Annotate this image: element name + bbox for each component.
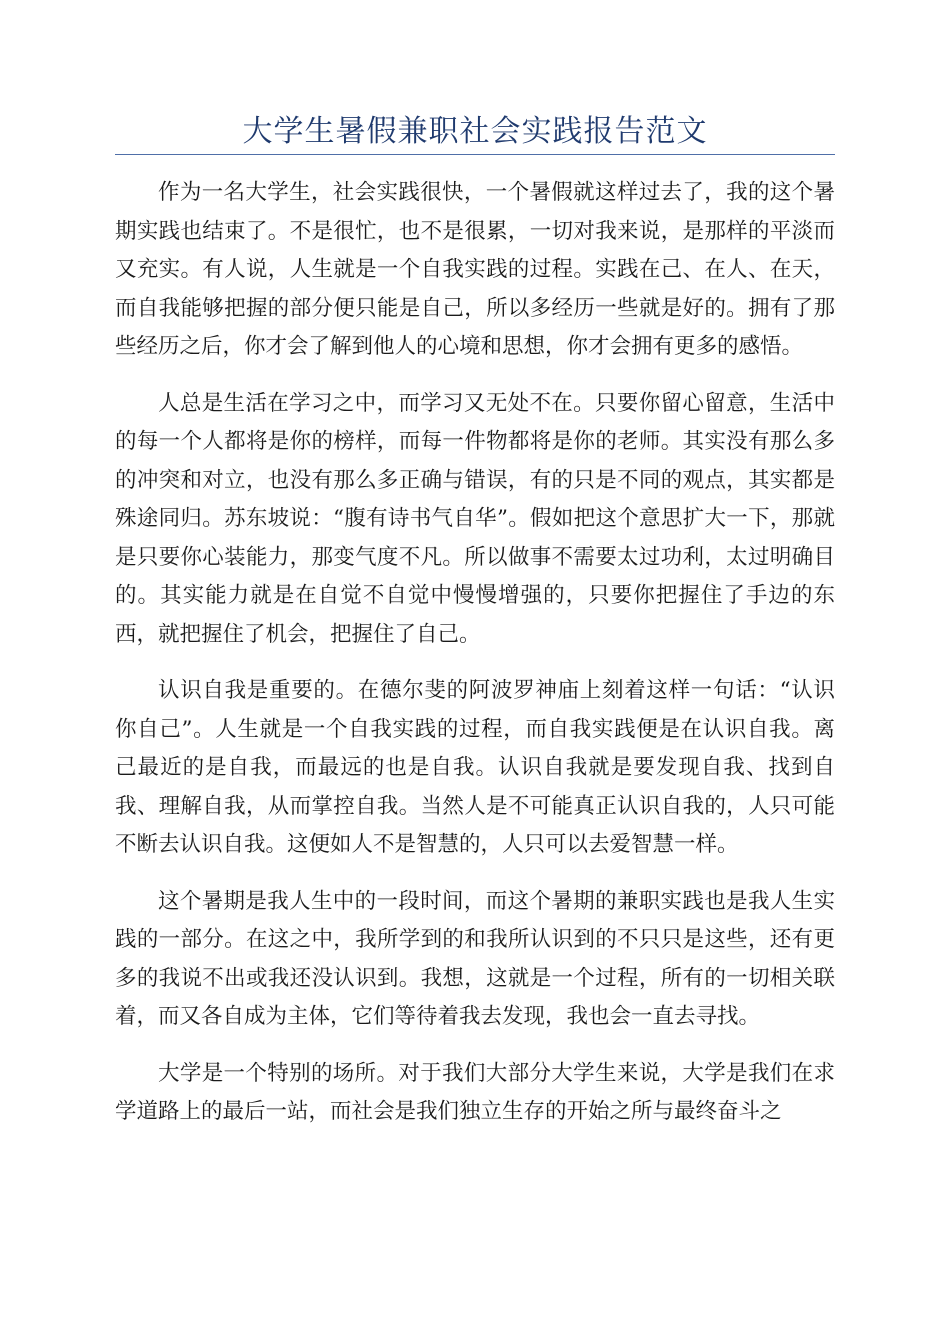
paragraph-4: 这个暑期是我人生中的一段时间，而这个暑期的兼职实践也是我人生实践的一部分。在这之中，我所学到的和我所认识到的不只只是这些，还有更多的我说不出或我还没认识到。我想，这就是一个过程，所有的一切相关联着，而又各自成为主体，它们等待着我去发现，我也会一直去寻找。 — [115, 888, 835, 1029]
paragraph-5: 大学是一个特别的场所。对于我们大部分大学生来说，大学是我们在求学道路上的最后一站，而社会是我们独立生存的开始之所与最终奋斗之 — [115, 1060, 835, 1124]
document-title: 大学生暑假兼职社会实践报告范文 — [242, 114, 708, 149]
document-body — [115, 174, 835, 1150]
paragraph-1: 作为一名大学生，社会实践很快，一个暑假就这样过去了，我的这个暑期实践也结束了。不是很忙，也不是很累，一切对我来说，是那样的平淡而又充实。有人说，人生就是一个自我实践的过程。实践在己、在人、在天，而自我能够把握的部分便只能是自己，所以多经历一些就是好的。拥有了那些经历之后，你才会了解到他人的心境和思想，你才会拥有更多的感悟。 — [115, 180, 835, 359]
paragraph-3: 认识自我是重要的。在德尔斐的阿波罗神庙上刻着这样一句话：“认识你自己”。人生就是一个自我实践的过程，而自我实践便是在认识自我。离己最近的是自我，而最远的也是自我。认识自我就是要发现自我、找到自我、理解自我，从而掌控自我。当然人是不可能真正认识自我的，人只可能不断去认识自我。这便如人不是智慧的，人只可以去爱智慧一样。 — [115, 678, 835, 857]
paragraph-2: 人总是生活在学习之中，而学习又无处不在。只要你留心留意，生活中的每一个人都将是你的榜样，而每一件物都将是你的老师。其实没有那么多的冲突和对立，也没有那么多正确与错误，有的只是不同的观点，其实都是殊途同归。苏东坡说：“腹有诗书气自华”。假如把这个意思扩大一下，那就是只要你心装能力，那变气度不凡。所以做事不需要太过功利，太过明确目的。其实能力就是在自觉不自觉中慢慢增强的，只要你把握住了手边的东西，就把握住了机会，把握住了自己。 — [115, 390, 835, 647]
title-underline — [115, 154, 835, 155]
